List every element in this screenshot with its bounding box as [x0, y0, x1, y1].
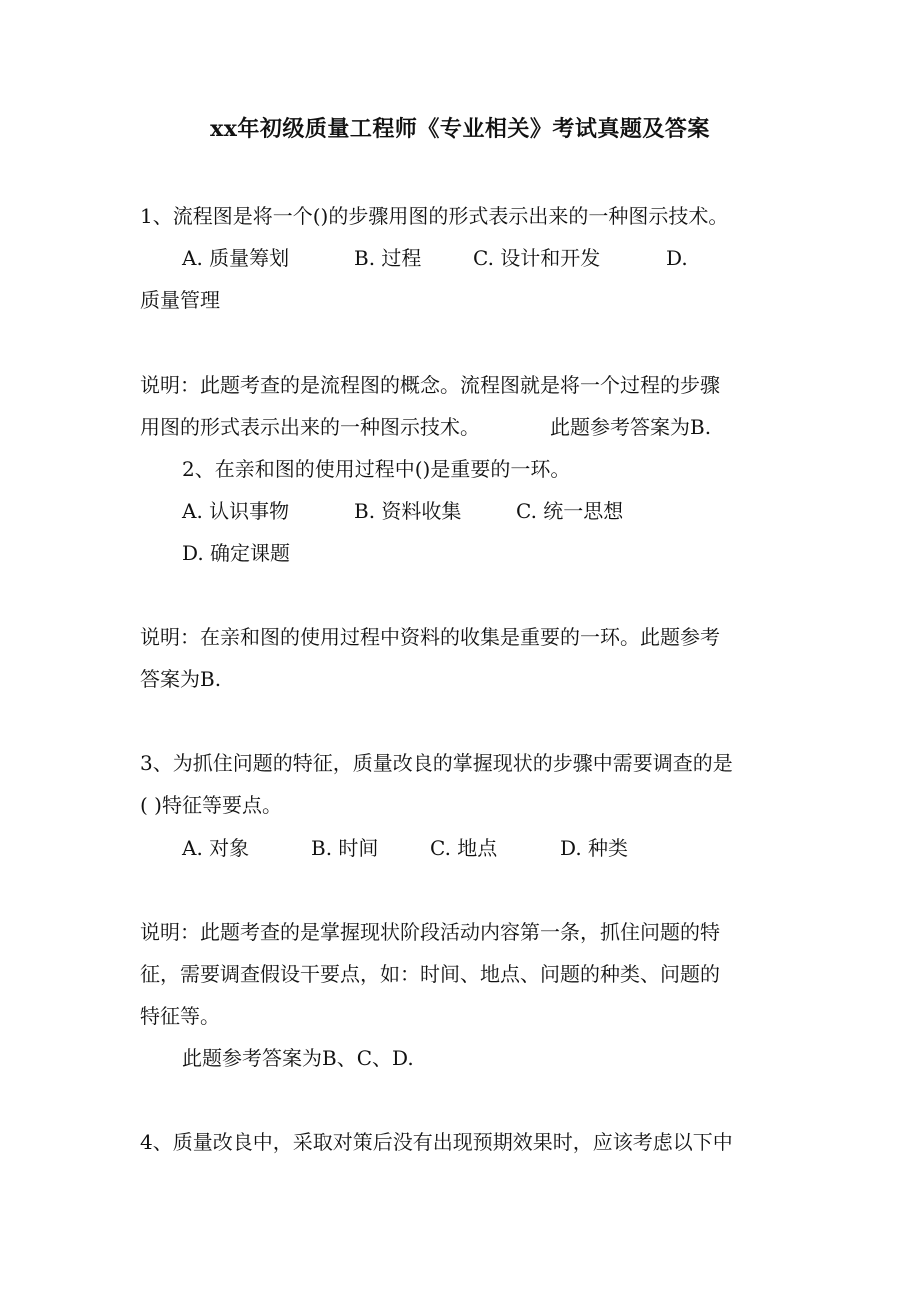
question-3-option-c: C. 地点	[430, 836, 498, 860]
question-3-explanation-line-1: 说明：此题考查的是掌握现状阶段活动内容第一条，抓住问题的特	[140, 920, 720, 944]
question-1-explanation-line-1: 说明：此题考查的是流程图的概念。流程图就是将一个过程的步骤	[140, 373, 720, 397]
question-2-option-a: A. 认识事物	[182, 499, 290, 523]
question-2-option-b: B. 资料收集	[354, 499, 462, 523]
question-1-option-b: B. 过程	[354, 246, 422, 270]
question-2-option-d: D. 确定课题	[182, 541, 291, 565]
question-3-stem-line-1: 3、为抓住问题的特征，质量改良的掌握现状的步骤中需要调查的是	[140, 751, 733, 775]
question-2-option-c: C. 统一思想	[516, 499, 624, 523]
question-1-option-c: C. 设计和开发	[473, 246, 601, 270]
question-3-explanation-line-3: 特征等。	[140, 1004, 220, 1028]
question-3-answer: 此题参考答案为B、C、D.	[182, 1046, 414, 1070]
question-4-stem-line-1: 4、质量改良中，采取对策后没有出现预期效果时，应该考虑以下中	[140, 1130, 733, 1154]
question-3-explanation-line-2: 征，需要调查假设干要点，如：时间、地点、问题的种类、问题的	[140, 962, 720, 986]
question-3-stem-line-2: ( )特征等要点。	[140, 793, 282, 817]
question-3-option-a: A. 对象	[182, 836, 250, 860]
question-1-option-a: A. 质量筹划	[182, 246, 290, 270]
question-1-answer: 此题参考答案为B.	[550, 415, 712, 439]
question-1-option-d: D.	[666, 246, 688, 270]
question-2-stem: 2、在亲和图的使用过程中()是重要的一环。	[182, 457, 571, 481]
question-2-explanation-line-1: 说明：在亲和图的使用过程中资料的收集是重要的一环。此题参考	[140, 625, 720, 649]
question-2-explanation-line-2: 答案为B.	[140, 667, 222, 691]
question-3-option-d: D. 种类	[560, 836, 629, 860]
document-title: xx年初级质量工程师《专业相关》考试真题及答案	[210, 116, 710, 142]
question-1-explanation-line-2: 用图的形式表示出来的一种图示技术。	[140, 415, 480, 439]
question-3-option-b: B. 时间	[311, 836, 379, 860]
question-1-stem: 1、流程图是将一个()的步骤用图的形式表示出来的一种图示技术。	[140, 204, 729, 228]
question-1-option-d-text: 质量管理	[140, 288, 220, 312]
